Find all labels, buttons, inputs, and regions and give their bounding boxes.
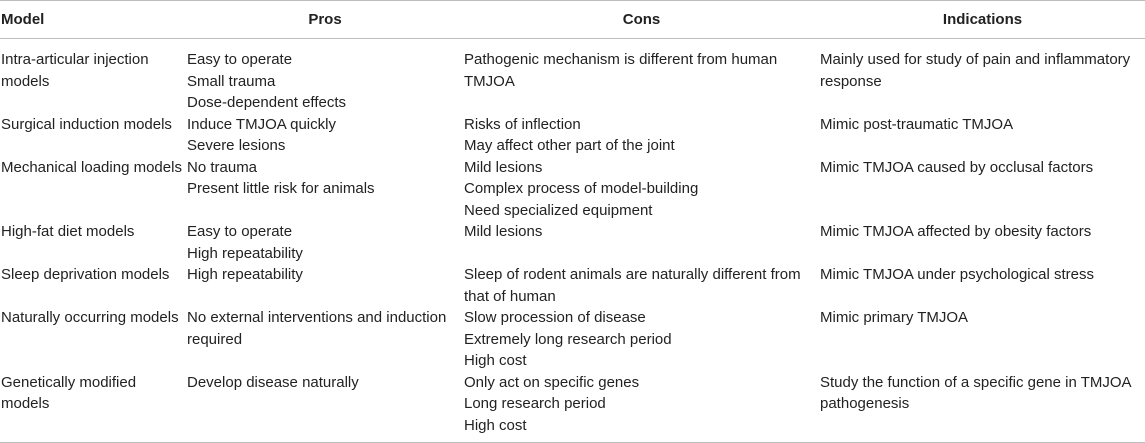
cell-indications: Mimic TMJOA under psychological stress [820, 266, 1094, 283]
cell-indications: Study the function of a specific gene in TMJOA pathogenesis [819, 372, 1145, 443]
cell-pros [186, 372, 463, 443]
cell-indications: Mainly used for study of pain and inflammatory response [820, 51, 1131, 90]
cell-model: Naturally occurring models [1, 309, 179, 326]
cell-pros-line: High repeatability [187, 266, 303, 283]
cell-pros-line: High repeatability [187, 244, 303, 262]
cell-cons-line: Sleep of rodent animals are naturally different from that of human [464, 266, 801, 305]
cell-cons-line: Extremely long research period [464, 330, 672, 348]
cell-cons [463, 39, 819, 114]
cell-indications: Mimic TMJOA caused by occlusal factors [820, 158, 1094, 176]
cell-cons [463, 264, 819, 307]
cell-model: Mechanical loading models [1, 158, 182, 176]
cell-cons-line: Mild lesions [464, 158, 543, 176]
cell-cons-line: Risks of inflection [464, 115, 581, 133]
cell-pros-line: Develop disease naturally [187, 373, 359, 391]
cell-pros-line: Easy to operate [187, 223, 293, 240]
table-row [0, 39, 1145, 114]
cell-pros-line: No trauma [187, 158, 258, 176]
table-row [0, 307, 1145, 372]
table-row [0, 114, 1145, 157]
cell-cons-line: Long research period [464, 395, 606, 412]
table-row [0, 157, 1145, 222]
cell-cons [463, 372, 819, 443]
header-pros: Pros [186, 1, 463, 39]
cell-pros-line: No external interventions and induction required [187, 309, 447, 348]
cell-cons-line: Slow procession of disease [464, 309, 646, 326]
table-row [0, 221, 1145, 264]
table-row [0, 264, 1145, 307]
table-header [0, 1, 1145, 39]
cell-cons-line: High cost [464, 352, 527, 369]
cell-pros-line: Severe lesions [187, 137, 286, 154]
table-row [0, 372, 1145, 443]
cell-model: Sleep deprivation models [1, 266, 170, 283]
header-row [0, 1, 1145, 39]
cell-cons [463, 114, 819, 157]
cell-indications: Mimic post-traumatic TMJOA [820, 115, 1014, 133]
cell-pros-line: Easy to operate [187, 51, 293, 68]
cell-model: Surgical induction models [1, 115, 172, 133]
header-cons: Cons [463, 1, 819, 39]
cell-cons [463, 307, 819, 372]
cell-pros [186, 307, 463, 372]
cell-pros [186, 264, 463, 307]
cell-pros-line: Dose-dependent effects [187, 94, 347, 111]
header-indications: Indications [819, 1, 1145, 39]
cell-pros [186, 39, 463, 114]
cell-indications: Mimic TMJOA affected by obesity factors [820, 223, 1092, 240]
cell-cons-line: High cost [464, 416, 527, 434]
cell-pros-line: Induce TMJOA quickly [187, 115, 336, 133]
cell-cons-line: Mild lesions [464, 223, 543, 240]
cell-cons [463, 157, 819, 222]
cell-pros-line: Small trauma [187, 72, 276, 90]
cell-model: Genetically modified models [0, 372, 186, 443]
cell-indications: Mimic primary TMJOA [820, 309, 969, 326]
cell-pros-line: Present little risk for animals [187, 180, 375, 197]
cell-pros [186, 114, 463, 157]
cell-cons-line: Pathogenic mechanism is different from human TMJOA [464, 51, 778, 90]
cell-model: High-fat diet models [1, 223, 135, 240]
cell-cons [463, 221, 819, 264]
cell-pros [186, 221, 463, 264]
cell-cons-line: Complex process of model-building [464, 180, 699, 197]
cell-cons-line: May affect other part of the joint [464, 137, 675, 154]
cell-model: Intra-articular injection models [1, 51, 149, 90]
table-body [0, 39, 1145, 443]
header-model: Model [0, 1, 186, 39]
cell-pros [186, 157, 463, 222]
cell-cons-line: Only act on specific genes [464, 373, 640, 391]
cell-cons-line: Need specialized equipment [464, 201, 653, 219]
